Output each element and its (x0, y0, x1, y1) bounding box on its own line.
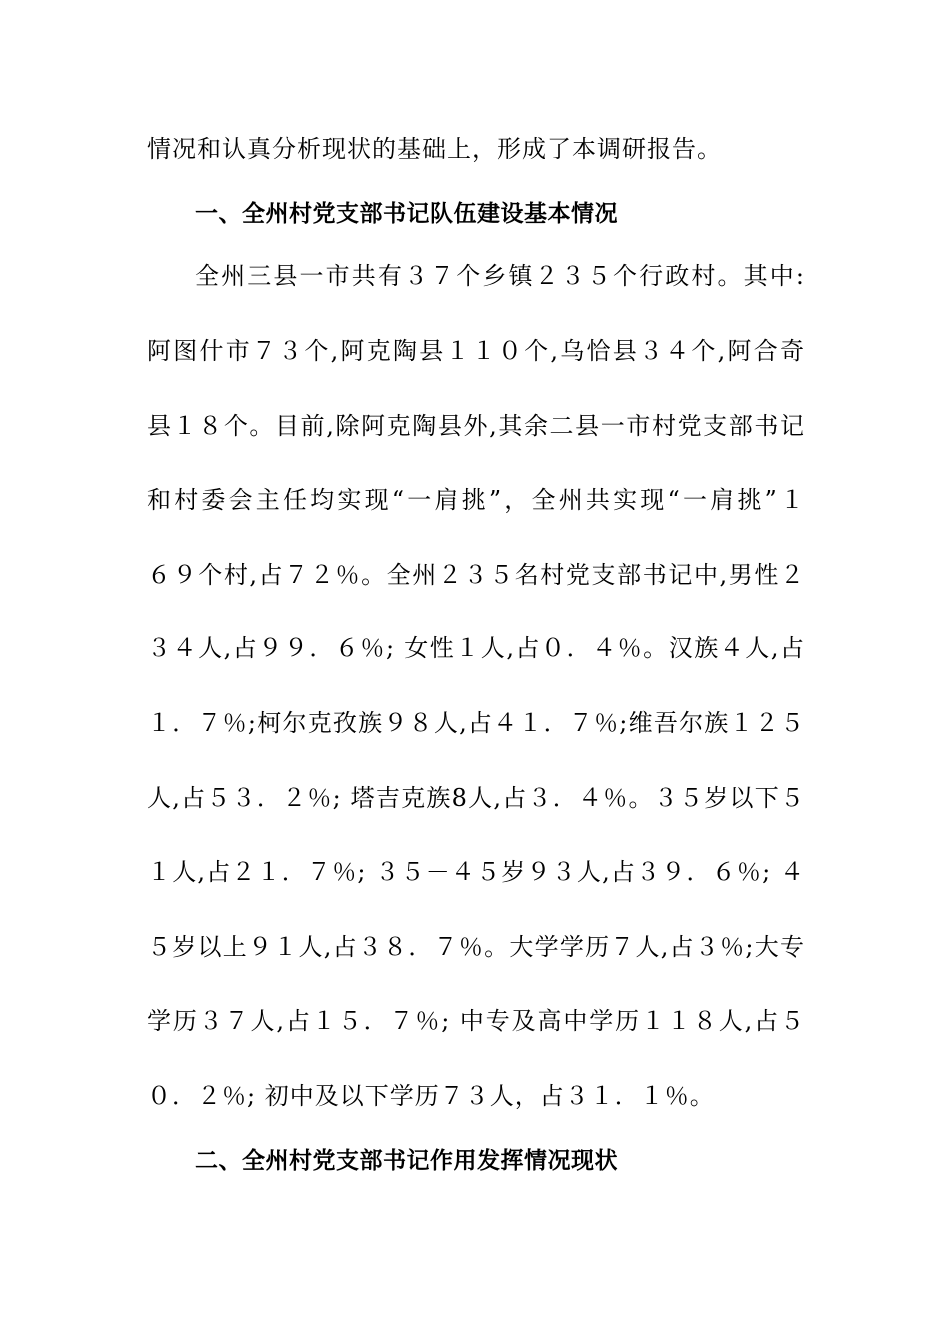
paragraph-line: １人,占２１．７％; ３５－４５岁９３人,占３９．６％; ４ (147, 858, 805, 886)
paragraph-line: 和村委会主任均实现“一肩挑”，全州共实现“一肩挑”１ (147, 486, 805, 514)
paragraph-line: 学历３７人,占１５．７％; 中专及高中学历１１８人,占５ (147, 1007, 805, 1035)
paragraph-line: 县１８个。目前,除阿克陶县外,其余二县一市村党支部书记 (147, 412, 805, 440)
paragraph-line: ５岁以上９１人,占３８．７％。大学学历７人,占３％;大专 (147, 933, 805, 961)
paragraph-line: 人,占５３．２％; 塔吉克族8人,占３．４％。３５岁以下５ (147, 784, 805, 812)
paragraph-line: ６９个村,占７２％。全州２３５名村党支部书记中,男性２ (147, 561, 805, 589)
paragraph-line: 阿图什市７３个,阿克陶县１１０个,乌恰县３４个,阿合奇 (147, 337, 805, 365)
paragraph-line: ０．２％; 初中及以下学历７３人，占３１．１％。 (147, 1082, 715, 1110)
paragraph-line: ３４人,占９９．６％; 女性１人,占０．４％。汉族４人,占 (147, 634, 805, 662)
paragraph-line: １．７％;柯尔克孜族９８人,占４１．７％;维吾尔族１２５ (147, 709, 805, 737)
paragraph-line: 情况和认真分析现状的基础上，形成了本调研报告。 (147, 135, 722, 163)
paragraph-line: 全州三县一市共有３７个乡镇２３５个行政村。其中: (195, 262, 805, 290)
section-heading-1: 一、全州村党支部书记队伍建设基本情况 (195, 201, 618, 227)
section-heading-2: 二、全州村党支部书记作用发挥情况现状 (195, 1148, 618, 1174)
